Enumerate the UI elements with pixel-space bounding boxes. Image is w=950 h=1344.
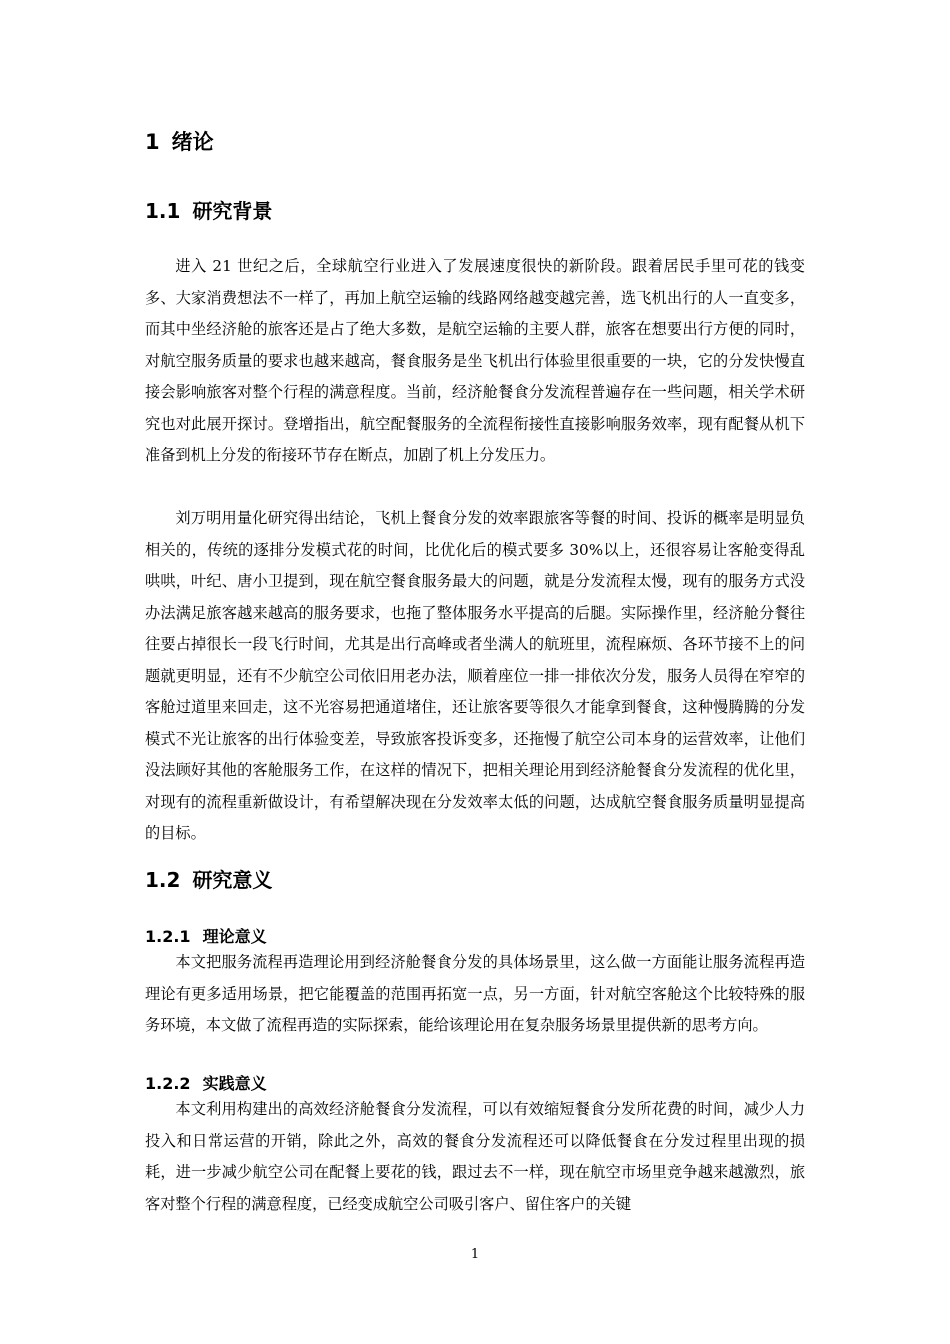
subsection-number: 1.2.1	[145, 927, 191, 946]
subsection-title: 实践意义	[202, 1074, 267, 1093]
subsection-heading-practice	[145, 1072, 267, 1096]
section-number: 1.2	[145, 868, 181, 892]
paragraph-background-1: 进入 21 世纪之后，全球航空行业进入了发展速度很快的新阶段。跟着居民手里可花的钱变多、大家消费想法不一样了，再加上航空运输的线路网络越变越完善，选飞机出行的人一直变多，而其中坐经济舱的旅客还是占了绝大多数，是航空运输的主要人群，旅客在想要出行方便的同时，对航空服务质量的要求也越来越高，餐食服务是坐飞机出行体验里很重要的一块，它的分发快慢直接会影响旅客对整个行程的满意程度。当前，经济舱餐食分发流程普遍存在一些问题，相关学术研究也对此展开探讨。登增指出，航空配餐服务的全流程衔接性直接影响服务效率，现有配餐从机下准备到机上分发的衔接环节存在断点，加剧了机上分发压力。	[145, 257, 805, 464]
section-title: 研究意义	[192, 868, 273, 892]
subsection-title: 理论意义	[202, 927, 267, 946]
chapter-number: 1	[145, 130, 160, 154]
paragraph-theory: 本文把服务流程再造理论用到经济舱餐食分发的具体场景里，这么做一方面能让服务流程再造理论有更多适用场景，把它能覆盖的范围再拓宽一点，另一方面，针对航空客舱这个比较特殊的服务环境，本文做了流程再造的实际探索，能给该理论用在复杂服务场景里提供新的思考方向。	[145, 953, 805, 1034]
chapter-heading	[145, 126, 214, 158]
section-heading-significance	[145, 865, 272, 895]
section-title: 研究背景	[192, 199, 273, 223]
paragraph-practice: 本文利用构建出的高效经济舱餐食分发流程，可以有效缩短餐食分发所花费的时间，减少人力投入和日常运营的开销，除此之外，高效的餐食分发流程还可以降低餐食在分发过程里出现的损耗，进一步减少航空公司在配餐上要花的钱，跟过去不一样，现在航空市场里竞争越来越激烈，旅客对整个行程的满意程度，已经变成航空公司吸引客户、留住客户的关键	[145, 1100, 805, 1213]
chapter-title: 绪论	[171, 130, 214, 154]
section-heading-background	[145, 196, 272, 226]
paragraph-background-2: 刘万明用量化研究得出结论，飞机上餐食分发的效率跟旅客等餐的时间、投诉的概率是明显负相关的，传统的逐排分发模式花的时间，比优化后的模式要多 30%以上，还很容易让客舱变得乱哄哄，叶纪、唐小卫提到，现在航空餐食服务最大的问题，就是分发流程太慢，现有的服务方式没办法满足旅客越来越高的服务要求，也拖了整体服务水平提高的后腿。实际操作里，经济舱分餐往往要占掉很长一段飞行时间，尤其是出行高峰或者坐满人的航班里，流程麻烦、各环节接不上的问题就更明显，还有不少航空公司依旧用老办法，顺着座位一排一排依次分发，服务人员得在窄窄的客舱过道里来回走，这不光容易把通道堵住，还让旅客要等很久才能拿到餐食，这种慢腾腾的分发模式不光让旅客的出行体验变差，导致旅客投诉变多，还拖慢了航空公司本身的运营效率，让他们没法顾好其他的客舱服务工作，在这样的情况下，把相关理论用到经济舱餐食分发流程的优化里，对现有的流程重新做设计，有希望解决现在分发效率太低的问题，达成航空餐食服务质量明显提高的目标。	[145, 509, 805, 842]
subsection-heading-theory	[145, 925, 267, 949]
page-number: 1	[470, 1247, 480, 1262]
section-number: 1.1	[145, 199, 181, 223]
subsection-number: 1.2.2	[145, 1074, 191, 1093]
